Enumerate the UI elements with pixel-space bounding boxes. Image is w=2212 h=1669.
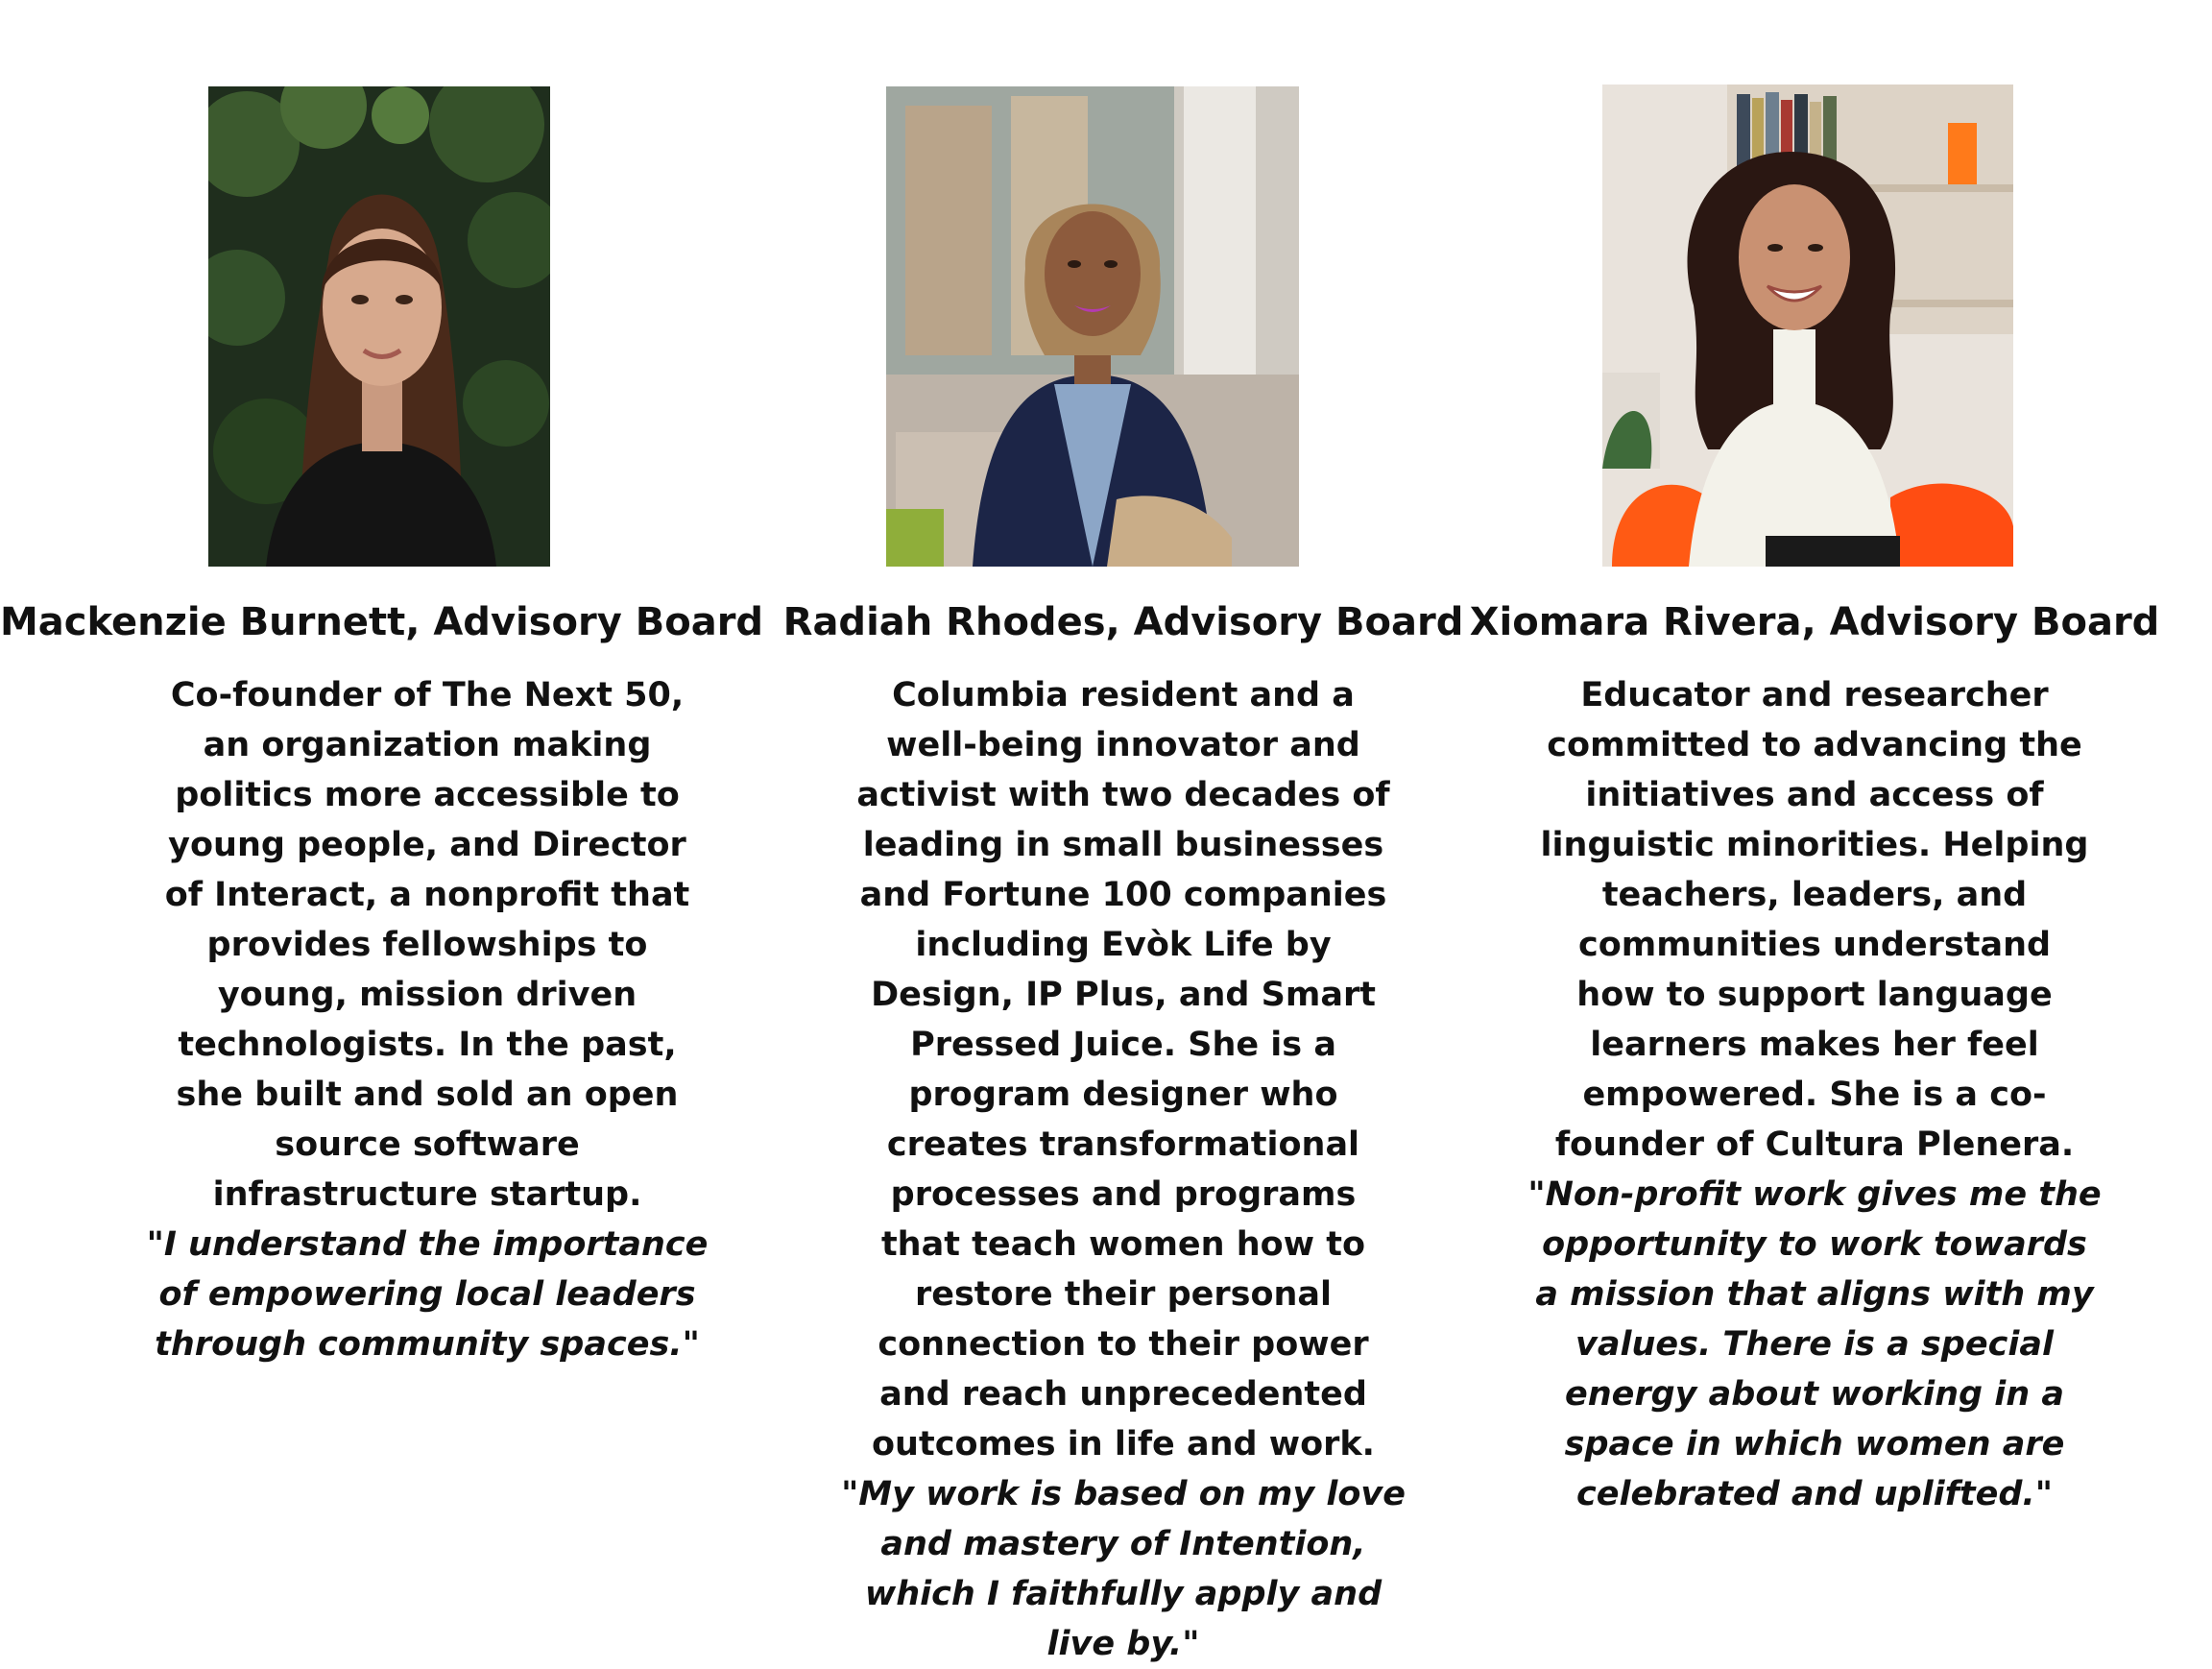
quote-line: of empowering local leaders xyxy=(158,1275,696,1314)
member-photo-xiomara-rivera xyxy=(1602,85,2013,567)
portrait-image xyxy=(208,86,550,567)
bio-line: teachers, leaders, and xyxy=(1601,876,2028,914)
member-name: Radiah Rhodes, Advisory Board xyxy=(782,600,1464,644)
member-name: Mackenzie Burnett, Advisory Board xyxy=(0,600,764,644)
bio-line: politics more accessible to xyxy=(175,776,680,814)
portrait-image xyxy=(886,86,1299,567)
bio-line: an organization making xyxy=(203,726,652,764)
bio-line: processes and programs xyxy=(890,1175,1357,1214)
member-bio xyxy=(826,670,1421,1669)
quote-line: and mastery of Intention, xyxy=(880,1525,1366,1563)
bio-line: she built and sold an open xyxy=(176,1076,679,1114)
bio-line: learners makes her feel xyxy=(1590,1026,2039,1064)
quote-line: "My work is based on my love xyxy=(841,1475,1406,1513)
member-bio xyxy=(144,670,710,1369)
bio-line: source software xyxy=(275,1125,580,1164)
quote-line: values. There is a special xyxy=(1575,1325,2054,1364)
bio-line: initiatives and access of xyxy=(1585,776,2044,814)
member-name: Xiomara Rivera, Advisory Board xyxy=(1469,600,2160,644)
bio-line: and Fortune 100 companies xyxy=(859,876,1387,914)
bio-line: connection to their power xyxy=(878,1325,1369,1364)
bio-line: leading in small businesses xyxy=(862,826,1384,864)
bio-line: young people, and Director xyxy=(168,826,686,864)
quote-line: celebrated and uplifted." xyxy=(1576,1475,2053,1513)
bio-line: activist with two decades of xyxy=(856,776,1390,814)
bio-line: Educator and researcher xyxy=(1580,676,2049,714)
bio-line: young, mission driven xyxy=(217,976,637,1014)
bio-line: empowered. She is a co- xyxy=(1582,1076,2047,1114)
bio-line: that teach women how to xyxy=(880,1225,1366,1264)
quote-line: space in which women are xyxy=(1564,1425,2065,1463)
quote-line: through community spaces." xyxy=(155,1325,700,1364)
bio-line: committed to advancing the xyxy=(1547,726,2082,764)
quote-line: opportunity to work towards xyxy=(1542,1225,2087,1264)
bio-line: of Interact, a nonprofit that xyxy=(164,876,690,914)
bio-line: technologists. In the past, xyxy=(178,1026,677,1064)
bio-line: creates transformational xyxy=(886,1125,1360,1164)
bio-line: Design, IP Plus, and Smart xyxy=(871,976,1376,1014)
bio-line: including Evòk Life by xyxy=(915,926,1332,964)
bio-line: Pressed Juice. She is a xyxy=(910,1026,1336,1064)
quote-line: energy about working in a xyxy=(1564,1375,2065,1414)
bio-line: provides fellowships to xyxy=(206,926,648,964)
bio-line: outcomes in life and work. xyxy=(872,1425,1375,1463)
member-bio xyxy=(1517,670,2112,1519)
quote-line: "Non-profit work gives me the xyxy=(1527,1175,2102,1214)
bio-line: Co-founder of The Next 50, xyxy=(170,676,685,714)
bio-line: program designer who xyxy=(908,1076,1338,1114)
bio-line: and reach unprecedented xyxy=(879,1375,1367,1414)
bio-line: founder of Cultura Plenera. xyxy=(1554,1125,2075,1164)
member-photo-mackenzie-burnett xyxy=(208,86,550,567)
bio-line: restore their personal xyxy=(914,1275,1333,1314)
bio-line: how to support language xyxy=(1576,976,2053,1014)
bio-line: linguistic minorities. Helping xyxy=(1540,826,2089,864)
bio-line: communities understand xyxy=(1577,926,2052,964)
bio-line: well-being innovator and xyxy=(886,726,1360,764)
quote-line: live by." xyxy=(1046,1625,1200,1663)
bio-line: Columbia resident and a xyxy=(892,676,1355,714)
quote-line: a mission that aligns with my xyxy=(1535,1275,2094,1314)
portrait-image xyxy=(1602,85,2013,567)
quote-line: "I understand the importance xyxy=(146,1225,709,1264)
bio-line: infrastructure startup. xyxy=(212,1175,642,1214)
quote-line: which I faithfully apply and xyxy=(864,1575,1382,1613)
member-photo-radiah-rhodes xyxy=(886,86,1299,567)
